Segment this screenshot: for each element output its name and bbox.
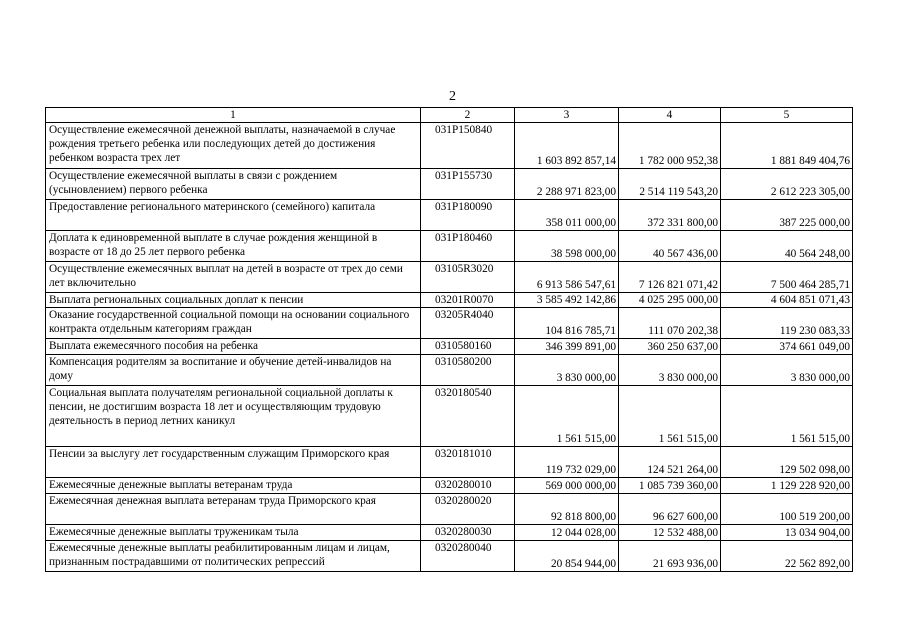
- table-row: [46, 169, 853, 200]
- table-row: [46, 123, 853, 169]
- budget-table: [45, 107, 853, 572]
- table-row: [46, 200, 853, 231]
- row-description: Осуществление ежемесячных выплат на детей в возрасте от трех до семи лет включительно: [46, 262, 421, 293]
- value-col5: 3 830 000,00: [721, 355, 853, 386]
- value-col3: 12 044 028,00: [515, 525, 619, 541]
- value-col5: 40 564 248,00: [721, 231, 853, 262]
- table-row: [46, 541, 853, 572]
- row-description: Доплата к единовременной выплате в случае рождения женщиной в возрасте от 18 до 25 лет первого ребенка: [46, 231, 421, 262]
- value-col4: 3 830 000,00: [619, 355, 721, 386]
- value-col4: 111 070 202,38: [619, 308, 721, 339]
- table-row: [46, 355, 853, 386]
- row-description: Ежемесячные денежные выплаты реабилитированным лицам и лицам, признанным пострадавшими от политических репрессий: [46, 541, 421, 572]
- table-row: [46, 494, 853, 525]
- column-header: 4: [619, 108, 721, 123]
- row-description: Предоставление регионального материнского (семейного) капитала: [46, 200, 421, 231]
- row-description: Ежемесячная денежная выплата ветеранам труда Приморского края: [46, 494, 421, 525]
- value-col4: 4 025 295 000,00: [619, 293, 721, 308]
- value-col3: 1 561 515,00: [515, 386, 619, 447]
- value-col3: 6 913 586 547,61: [515, 262, 619, 293]
- row-code: 031P180090: [421, 200, 515, 231]
- row-code: 03205R4040: [421, 308, 515, 339]
- column-header: 3: [515, 108, 619, 123]
- value-col3: 119 732 029,00: [515, 447, 619, 478]
- value-col3: 346 399 891,00: [515, 339, 619, 355]
- value-col5: 4 604 851 071,43: [721, 293, 853, 308]
- value-col3: 104 816 785,71: [515, 308, 619, 339]
- table-row: [46, 339, 853, 355]
- row-description: Выплата ежемесячного пособия на ребенка: [46, 339, 421, 355]
- row-code: 031P155730: [421, 169, 515, 200]
- value-col3: 3 830 000,00: [515, 355, 619, 386]
- value-col5: 1 561 515,00: [721, 386, 853, 447]
- value-col5: 119 230 083,33: [721, 308, 853, 339]
- column-header: 2: [421, 108, 515, 123]
- value-col5: 1 129 228 920,00: [721, 478, 853, 494]
- value-col3: 38 598 000,00: [515, 231, 619, 262]
- column-header: 5: [721, 108, 853, 123]
- table-row: [46, 262, 853, 293]
- column-header: 1: [46, 108, 421, 123]
- row-code: 0320280010: [421, 478, 515, 494]
- value-col3: 358 011 000,00: [515, 200, 619, 231]
- value-col3: 2 288 971 823,00: [515, 169, 619, 200]
- row-description: Социальная выплата получателям региональной социальной доплаты к пенсии, не достигшим возраста 18 лет и осуществляющим трудовую деятельность в период летних каникул: [46, 386, 421, 447]
- table-row: [46, 447, 853, 478]
- row-description: Осуществление ежемесячной денежной выплаты, назначаемой в случае рождения третьего ребенка или последующих детей до достижения ребенком возраста трех лет: [46, 123, 421, 169]
- row-code: 031P180460: [421, 231, 515, 262]
- value-col5: 1 881 849 404,76: [721, 123, 853, 169]
- value-col4: 2 514 119 543,20: [619, 169, 721, 200]
- value-col3: 569 000 000,00: [515, 478, 619, 494]
- value-col4: 12 532 488,00: [619, 525, 721, 541]
- value-col4: 7 126 821 071,42: [619, 262, 721, 293]
- row-code: 03201R0070: [421, 293, 515, 308]
- row-code: 031P150840: [421, 123, 515, 169]
- value-col3: 3 585 492 142,86: [515, 293, 619, 308]
- value-col5: 129 502 098,00: [721, 447, 853, 478]
- table-row: [46, 293, 853, 308]
- value-col4: 1 085 739 360,00: [619, 478, 721, 494]
- row-description: Осуществление ежемесячной выплаты в связи с рождением (усыновлением) первого ребенка: [46, 169, 421, 200]
- row-code: 0320180540: [421, 386, 515, 447]
- row-code: 0320181010: [421, 447, 515, 478]
- table-row: [46, 308, 853, 339]
- row-description: Оказание государственной социальной помощи на основании социального контракта отдельным категориям граждан: [46, 308, 421, 339]
- row-description: Выплата региональных социальных доплат к пенсии: [46, 293, 421, 308]
- row-description: Ежемесячные денежные выплаты труженикам тыла: [46, 525, 421, 541]
- table-header-row: [46, 108, 853, 123]
- table-row: [46, 386, 853, 447]
- value-col4: 1 561 515,00: [619, 386, 721, 447]
- value-col5: 100 519 200,00: [721, 494, 853, 525]
- value-col4: 372 331 800,00: [619, 200, 721, 231]
- value-col3: 20 854 944,00: [515, 541, 619, 572]
- row-code: 03105R3020: [421, 262, 515, 293]
- table-row: [46, 231, 853, 262]
- value-col3: 1 603 892 857,14: [515, 123, 619, 169]
- row-code: 0310580200: [421, 355, 515, 386]
- row-code: 0320280040: [421, 541, 515, 572]
- value-col5: 387 225 000,00: [721, 200, 853, 231]
- value-col5: 2 612 223 305,00: [721, 169, 853, 200]
- value-col5: 7 500 464 285,71: [721, 262, 853, 293]
- row-description: Ежемесячные денежные выплаты ветеранам труда: [46, 478, 421, 494]
- row-description: Компенсация родителям за воспитание и обучение детей-инвалидов на дому: [46, 355, 421, 386]
- value-col5: 22 562 892,00: [721, 541, 853, 572]
- table-row: [46, 525, 853, 541]
- value-col4: 96 627 600,00: [619, 494, 721, 525]
- value-col4: 21 693 936,00: [619, 541, 721, 572]
- row-code: 0320280030: [421, 525, 515, 541]
- value-col4: 124 521 264,00: [619, 447, 721, 478]
- row-code: 0320280020: [421, 494, 515, 525]
- page-number: 2: [449, 89, 456, 104]
- value-col3: 92 818 800,00: [515, 494, 619, 525]
- row-description: Пенсии за выслугу лет государственным служащим Приморского края: [46, 447, 421, 478]
- table-row: [46, 478, 853, 494]
- value-col4: 1 782 000 952,38: [619, 123, 721, 169]
- value-col4: 360 250 637,00: [619, 339, 721, 355]
- row-code: 0310580160: [421, 339, 515, 355]
- value-col5: 374 661 049,00: [721, 339, 853, 355]
- value-col4: 40 567 436,00: [619, 231, 721, 262]
- value-col5: 13 034 904,00: [721, 525, 853, 541]
